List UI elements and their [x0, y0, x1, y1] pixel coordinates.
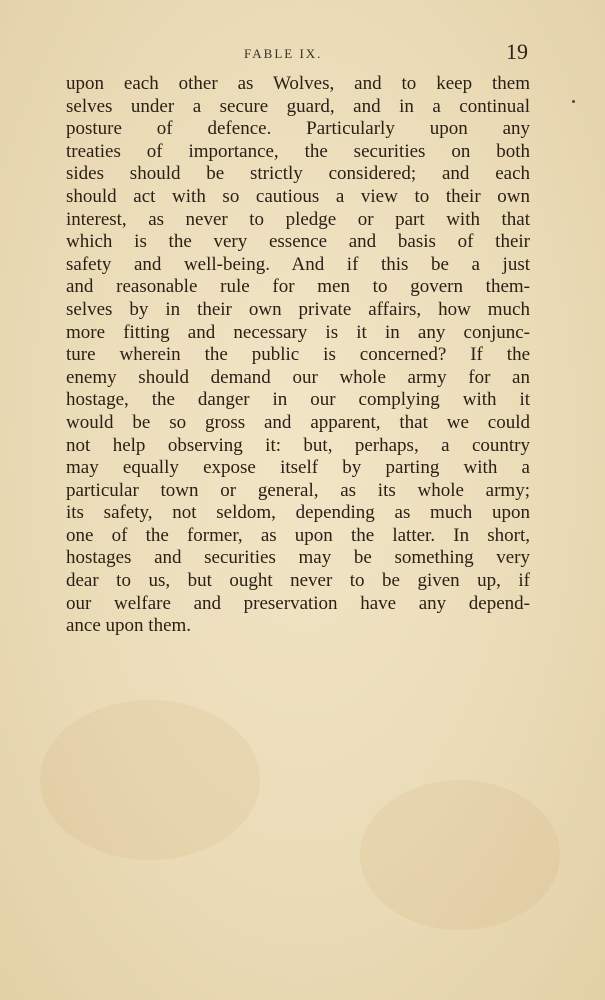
text-line: would be so gross and apparent, that we could — [66, 411, 530, 433]
text-line: more fitting and necessary is it in any conjunc- — [66, 321, 530, 343]
text-line: selves under a secure guard, and in a continual — [66, 95, 530, 117]
paper-stain — [40, 700, 260, 860]
text-line: enemy should demand our whole army for an — [66, 366, 530, 388]
text-line: which is the very essence and basis of their — [66, 231, 530, 253]
text-line: posture of defence. Particularly upon any — [66, 118, 530, 140]
text-line: ture wherein the public is concerned? If the — [66, 344, 530, 366]
text-line: dear to us, but ought never to be given up, if — [66, 570, 530, 592]
page-header — [0, 38, 605, 64]
text-line: our welfare and preservation have any depend- — [66, 592, 530, 614]
text-line: may equally expose itself by parting with a — [66, 457, 530, 479]
running-title: FABLE IX. — [244, 46, 323, 61]
text-line: should act with so cautious a view to their own — [66, 185, 530, 207]
text-line: hostages and securities may be something very — [66, 547, 530, 569]
text-line: one of the former, as upon the latter. In short, — [66, 524, 530, 546]
text-line: and reasonable rule for men to govern them- — [66, 276, 530, 298]
ink-speck — [572, 100, 575, 103]
text-line: not help observing it: but, perhaps, a country — [66, 434, 530, 456]
text-line: its safety, not seldom, depending as much upon — [66, 502, 530, 524]
text-line: upon each other as Wolves, and to keep them — [66, 73, 530, 94]
text-line: selves by in their own private affairs, how much — [66, 298, 530, 320]
text-line: particular town or general, as its whole army; — [66, 479, 530, 501]
text-line: interest, as never to pledge or part with that — [66, 208, 530, 230]
text-line: sides should be strictly considered; and each — [66, 163, 530, 185]
text-line: treaties of importance, the securities on both — [66, 140, 530, 162]
text-line: safety and well-being. And if this be a just — [66, 253, 530, 275]
paper-stain — [360, 780, 560, 930]
page-number: 19 — [506, 39, 528, 64]
text-line: hostage, the danger in our complying with it — [66, 389, 530, 411]
body-text — [66, 73, 530, 638]
text-line-last: ance upon them. — [66, 615, 192, 637]
